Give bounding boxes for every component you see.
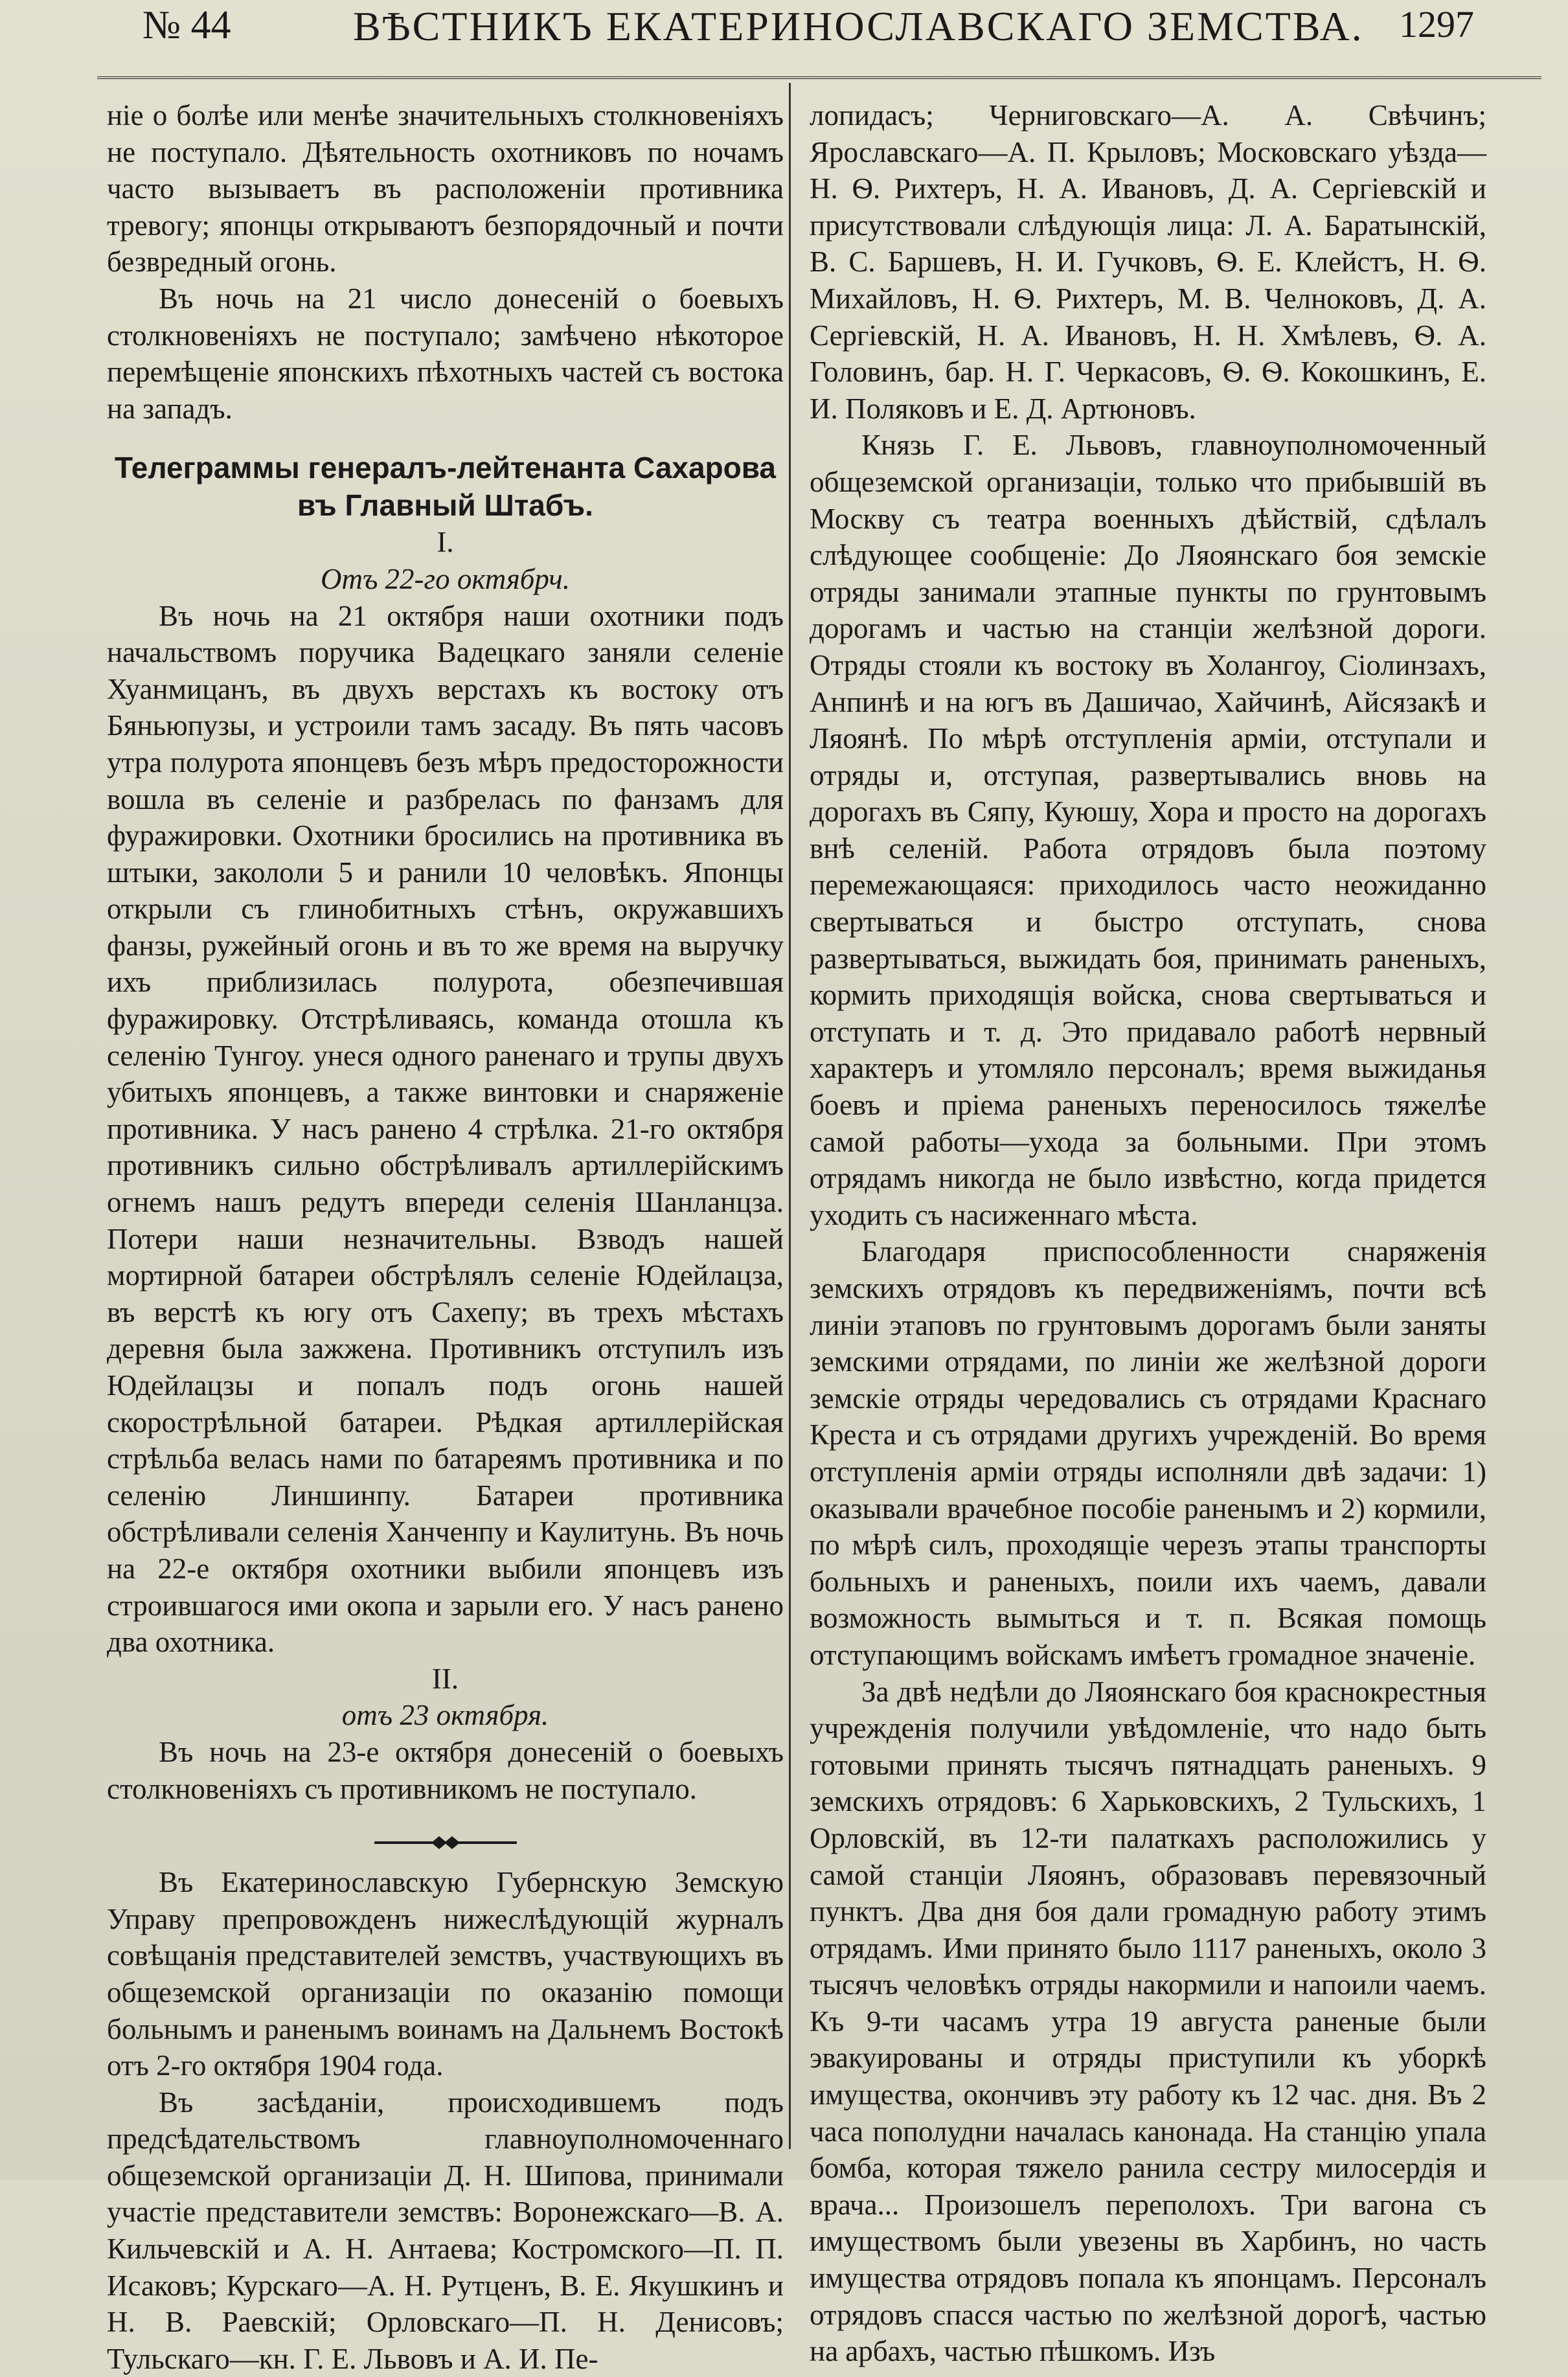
issue-number: № 44 xyxy=(142,3,231,47)
journal-title: ВѢСТНИКЪ ЕКАТЕРИНОСЛАВСКАГО ЗЕМСТВА. xyxy=(353,3,1364,49)
left-paragraph-5: Въ Екатеринославскую Губернскую Земскую Управу препровожденъ нижеслѣдующій журналъ совѣщанія представителей земствъ, участвующихъ въ общеземской организаціи по оказанію помощи больнымъ и раненымъ воинамъ на Дальнемъ Востокѣ отъ 2-го октября 1904 года. xyxy=(107,1866,784,2082)
section-date-1: Отъ 22-го октябрч. xyxy=(320,562,571,595)
page-number: 1297 xyxy=(1399,3,1474,45)
right-paragraph-2: Князь Г. Е. Львовъ, главноуполномоченный общеземской организаціи, только что прибывшій въ Москву съ театра военныхъ дѣйствій, сдѣлалъ слѣдующее сообщеніе: До Ляоянскаго боя земскіе отряды занимали этапные пункты по грунтовымъ дорогамъ и частью на станціи желѣзной дороги. Отряды стояли къ востоку въ Холангоу, Сіолинзахъ, Анпинѣ и на югъ въ Дашичао, Хайчинѣ, Айсязакѣ и Ляоянѣ. По мѣрѣ отступленія арміи, отступали и отряды и, отступая, развертывались вновь на дорогахъ въ Сяпу, Куюшу, Хора и просто на дорогахъ внѣ селеній. Работа отрядовъ была поэтому перемежающаяся: приходилось часто неожиданно свертываться и быстро отступать, снова развертываться, выжидать боя, принимать раненыхъ, кормить приходящія войска, снова свертываться и отступать и т. д. Это придавало работѣ нервный характеръ и утомляло персоналъ; время выжиданья боевъ и пріема раненыхъ переносилось тяжелѣе самой работы—ухода за больными. При этомъ отрядамъ никогда не было извѣстно, когда придется уходить съ насиженнаго мѣста. xyxy=(810,429,1486,1231)
ornament-divider xyxy=(107,1826,784,1850)
section-date-2: отъ 23 октября. xyxy=(341,1699,549,1732)
page-header xyxy=(0,0,1568,84)
right-paragraph-4: За двѣ недѣли до Ляоянскаго боя краснокрестныя учрежденія получили увѣдомленіе, что надо быть готовыми принять тысячъ пятнадцать раненыхъ. 9 земскихъ отрядовъ: 6 Харьковскихъ, 2 Тульскихъ, 1 Орловскій, въ 12-ти палаткахъ расположились у самой станціи Ляоянъ, образовавъ перевязочный пунктъ. Два дня боя дали громадную работу этимъ отрядамъ. Ими принято было 1117 раненыхъ, около 3 тысячъ человѣкъ отряды накормили и напоили чаемъ. Къ 9-ти часамъ утра 19 августа раненые были эвакуированы и отряды приступили къ уборкѣ имущества, окончивъ эту работу къ 12 час. дня. Въ 2 часа пополудни началась канонада. На станцію упала бомба, которая тяжело ранила сестру милосердія и врача... Произошелъ переполохъ. Три вагона съ имуществомъ были увезены въ Харбинъ, но часть имущества отрядовъ попала къ японцамъ. Персоналъ отрядовъ спасся частью по желѣзной дорогѣ, частью на арбахъ, частью пѣшкомъ. Изъ xyxy=(810,1675,1486,2368)
right-column xyxy=(810,97,1486,2370)
right-paragraph-1: лопидасъ; Черниговскаго—А. А. Свѣчинъ; Ярославскаго—А. П. Крыловъ; Московскаго уѣзда—Н. Ѳ. Рихтеръ, Н. А. Ивановъ, Д. А. Сергіевскій и присутствовали слѣдующія лица: Л. А. Баратынскій, В. С. Баршевъ, Н. И. Гучковъ, Ѳ. Е. Клейстъ, Н. Ѳ. Михайловъ, Н. Ѳ. Рихтеръ, М. В. Челноковъ, Д. А. Сергіевскій, Н. А. Ивановъ, Н. Н. Хмѣлевъ, Ѳ. А. Головинъ, бар. Н. Г. Черкасовъ, Ѳ. Ѳ. Кокошкинъ, Е. И. Поляковъ и Е. Д. Артюновъ. xyxy=(810,99,1486,425)
section-number-2: II. xyxy=(431,1662,459,1695)
left-column xyxy=(107,97,784,2377)
left-paragraph-2: Въ ночь на 21 число донесеній о боевыхъ столкновеніяхъ не поступало; замѣчено нѣкоторое перемѣщеніе японскихъ пѣхотныхъ частей съ востока на западъ. xyxy=(107,282,784,425)
column-divider xyxy=(789,83,791,2149)
section-number-1: I. xyxy=(437,526,454,559)
left-paragraph-1: ніе о болѣе или менѣе значительныхъ столкновеніяхъ не поступало. Дѣятельность охотниковъ по ночамъ часто вызываетъ въ расположеніи противника тревогу; японцы открываютъ безпорядочный и почти безвредный огонь. xyxy=(107,99,784,279)
left-paragraph-6: Въ засѣданіи, происходившемъ подъ предсѣдательствомъ главноуполномоченнаго общеземской организаціи Д. Н. Шипова, принимали участіе представители земствъ: Воронежскаго—В. А. Кильчевскій и А. Н. Антаева; Костромского—П. П. Исаковъ; Курскаго—А. Н. Рутценъ, В. Е. Якушкинъ и Н. В. Раевскій; Орловскаго—П. Н. Денисовъ; Тульскаго—кн. Г. Е. Львовъ и А. И. Пе- xyxy=(107,2086,784,2375)
left-paragraph-3: Въ ночь на 21 октября наши охотники подъ начальствомъ поручика Вадецкаго заняли селеніе Хуанмицанъ, въ двухъ верстахъ къ востоку отъ Бяньюпузы, и устроили тамъ засаду. Въ пять часовъ утра полурота японцевъ безъ мѣръ предосторожности вошла въ селеніе и разбрелась по фанзамъ для фуражировки. Охотники бросились на противника въ штыки, закололи 5 и ранили 10 человѣкъ. Японцы открыли съ глинобитныхъ стѣнъ, окружавшихъ фанзы, ружейный огонь и въ то же время на выручку ихъ приблизилась полурота, обезпечившая фуражировку. Отстрѣливаясь, команда отошла къ селенію Тунгоу. унеся одного раненаго и трупы двухъ убитыхъ японцевъ, а также винтовки и снаряженіе противника. У насъ ранено 4 стрѣлка. 21-го октября противникъ сильно обстрѣливалъ артиллерійскимъ огнемъ нашъ редутъ впереди селенія Шанланцза. Потери наши незначительны. Взводъ нашей мортирной батареи обстрѣлялъ селеніе Юдейлацза, въ верстѣ къ югу отъ Сахепу; въ трехъ мѣстахъ деревня была зажжена. Противникъ отступилъ изъ Юдейлацзы и попалъ подъ огонь нашей скорострѣльной батареи. Рѣдкая артиллерійская стрѣльба велась нами по батареямъ противника и по селенію Линшинпу. Батареи противника обстрѣливали селенія Ханченпу и Каулитунь. Въ ночь на 22-е октября охотники выбили японцевъ изъ строившагося ими окопа и зарыли его. У насъ ранено два охотника. xyxy=(107,599,784,1659)
telegram-heading: Телеграммы генералъ-лейтенанта Сахарова въ Главный Штабъ. xyxy=(114,451,777,523)
left-paragraph-4: Въ ночь на 23-е октября донесеній о боевыхъ столкновеніяхъ съ противникомъ не поступало. xyxy=(107,1735,784,1805)
right-paragraph-3: Благодаря приспособленности снаряженія земскихъ отрядовъ къ передвиженіямъ, почти всѣ линіи этаповъ по грунтовымъ дорогамъ были заняты земскими отрядами, по линіи же желѣзной дороги земскіе отряды чередовались съ отрядами Краснаго Креста и съ отрядами другихъ учрежденій. Во время отступленія арміи отряды исполняли двѣ задачи: 1) оказывали врачебное пособіе раненымъ и 2) кормили, по мѣрѣ силъ, проходящіе черезъ этапы транспорты больныхъ и раненыхъ, поили ихъ чаемъ, давали возможность вымыться и т. п. Всякая помощь отступающимъ войскамъ имѣетъ громадное значеніе. xyxy=(810,1235,1486,1671)
header-rule xyxy=(97,76,1541,79)
